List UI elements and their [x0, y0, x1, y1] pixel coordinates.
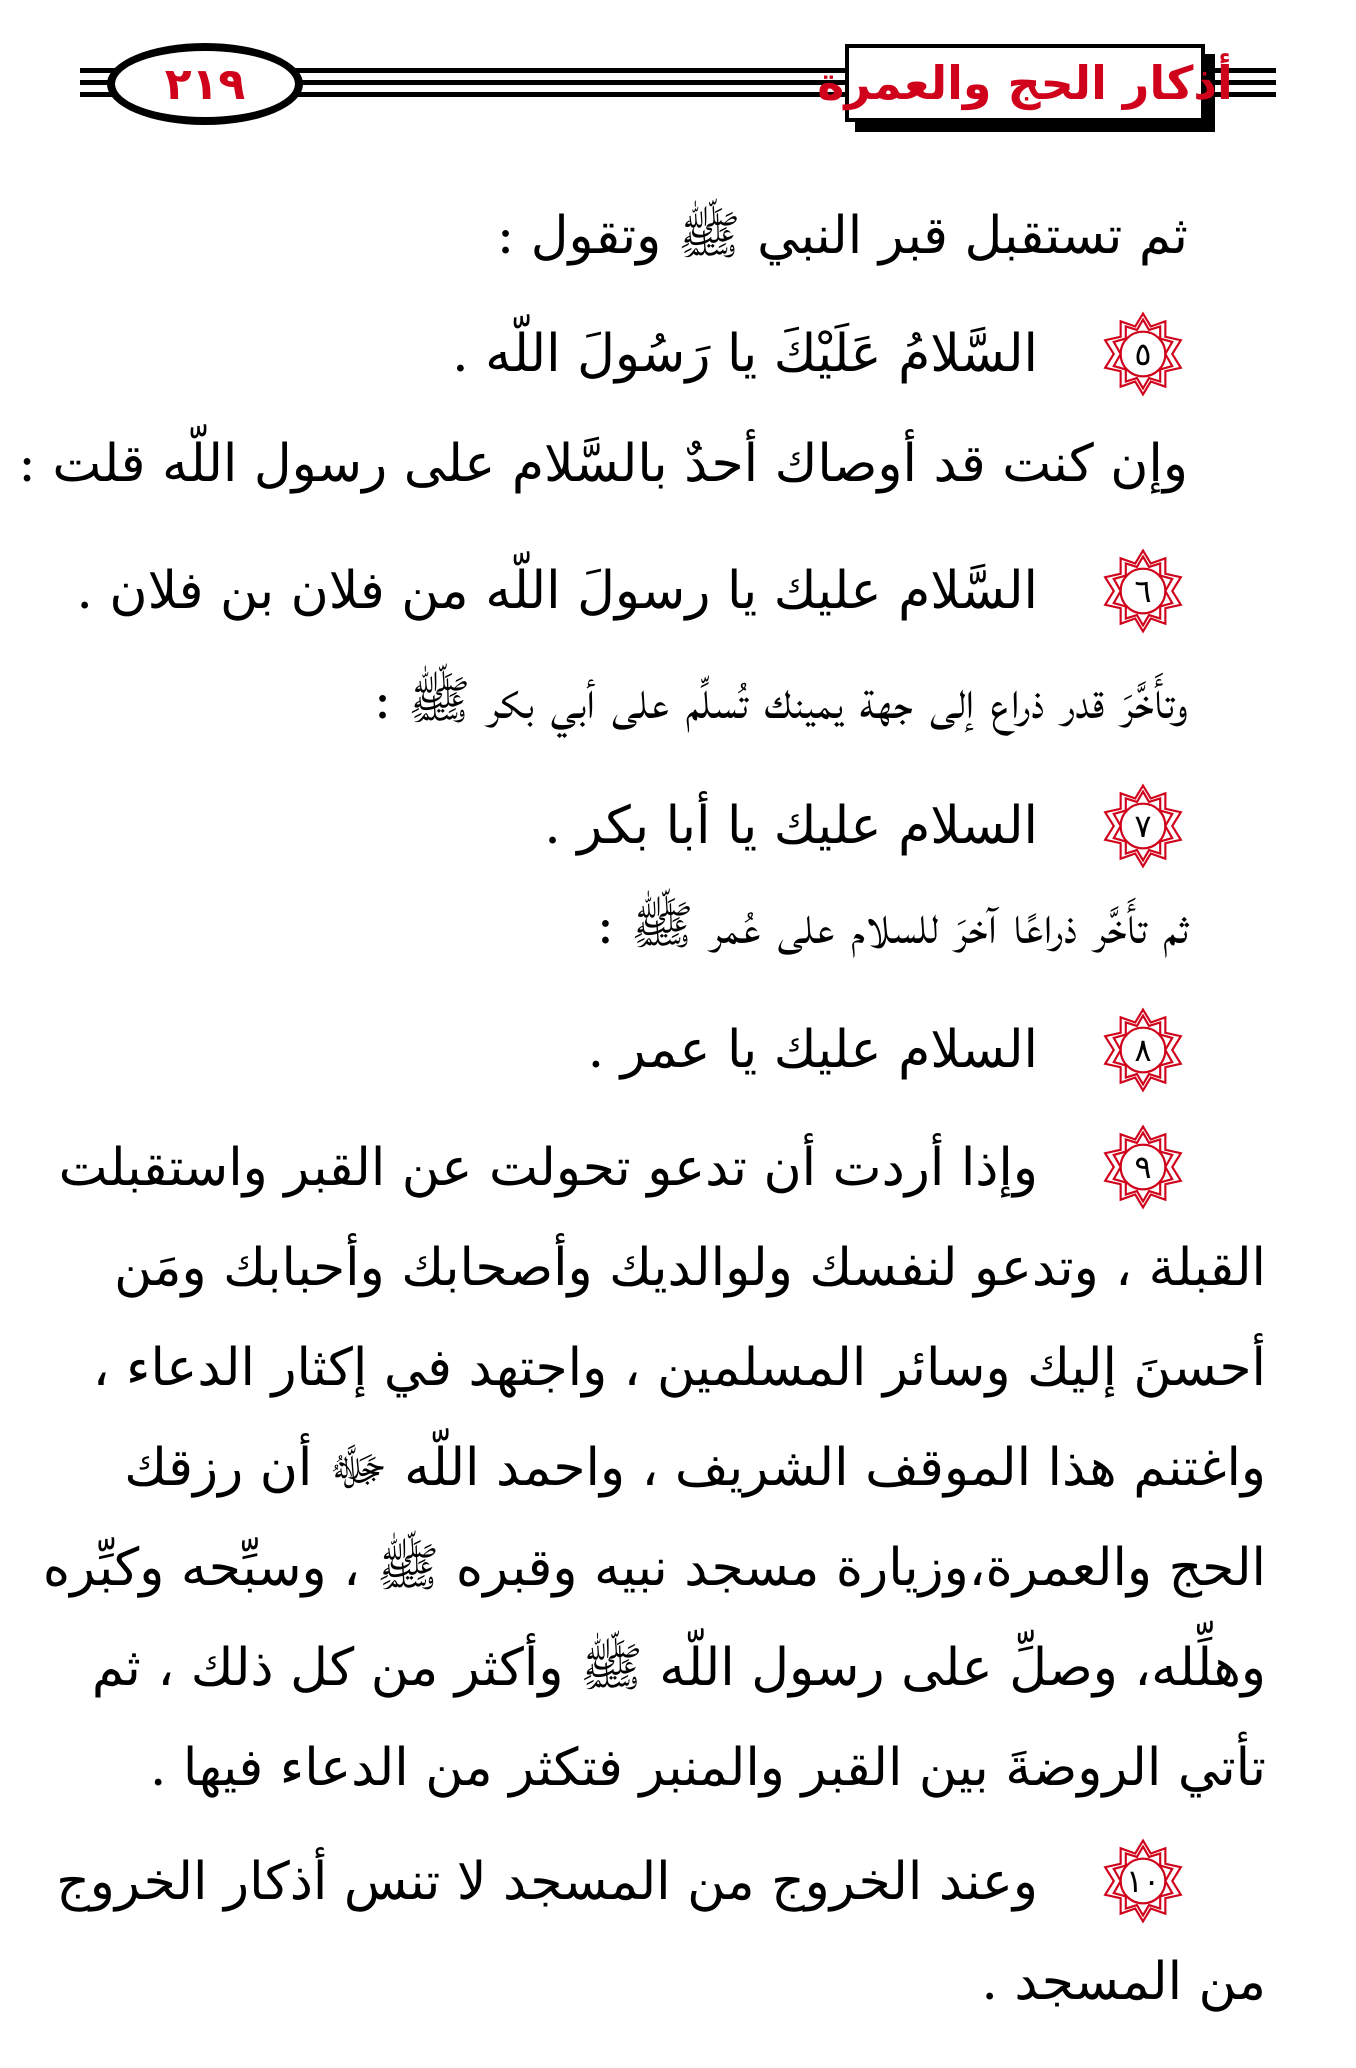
text-line: ثم تستقبل قبر النبي ﷺ وتقول : — [496, 206, 1188, 266]
paragraph-line: وإذا أردت أن تدعو تحولت عن القبر واستقبلت — [58, 1138, 1038, 1198]
paragraph-line: من المسجد . — [981, 1952, 1266, 2012]
text-line: السلام عليك يا أبا بكر . — [544, 796, 1038, 856]
paragraph-line: الحج والعمرة،وزيارة مسجد نبيه وقبره ﷺ ، وسبِّحه وكبِّره — [42, 1538, 1266, 1598]
page-number-oval — [107, 43, 303, 125]
badge-number: ٦ — [1134, 572, 1152, 610]
badge-number: ٧ — [1134, 807, 1152, 845]
paragraph-line: وهلِّله، وصلِّ على رسول اللّه ﷺ وأكثر من كل ذلك ، ثم — [91, 1638, 1266, 1698]
badge-number: ٨ — [1134, 1031, 1152, 1069]
paragraph-line: أحسنَ إليك وسائر المسلمين ، واجتهد في إكثار الدعاء ، — [92, 1338, 1266, 1398]
badge-number: ٥ — [1134, 335, 1152, 373]
text-line: السلام عليك يا عمر . — [587, 1020, 1038, 1080]
rosette-badge-10 — [1100, 1838, 1186, 1924]
text-line: السَّلام عليك يا رسولَ اللّه من فلان بن فلان . — [76, 561, 1038, 621]
badge-number: ٩ — [1134, 1148, 1152, 1186]
rosette-badge-6 — [1100, 548, 1186, 634]
book-title: أذكار الحج والعمرة — [817, 56, 1233, 110]
page-number: ٢١٩ — [164, 58, 246, 110]
text-line: وإن كنت قد أوصاك أحدٌ بالسَّلام على رسول اللّه قلت : — [18, 434, 1188, 494]
rosette-badge-8 — [1100, 1007, 1186, 1093]
paragraph-line: القبلة ، وتدعو لنفسك ولوالديك وأصحابك وأحبابك ومَن — [114, 1238, 1266, 1298]
text-line: ثم تأَخَّر ذراعًا آخرَ للسلام على عُمر ﷺ : — [596, 896, 1188, 956]
rosette-badge-7 — [1100, 783, 1186, 869]
rosette-badge-9 — [1100, 1124, 1186, 1210]
badge-number: ١٠ — [1125, 1862, 1161, 1900]
rosette-badge-5 — [1100, 311, 1186, 397]
paragraph-line: واغتنم هذا الموقف الشريف ، واحمد اللّه ﷻ أن رزقك — [124, 1438, 1266, 1498]
text-line: السَّلامُ عَلَيْكَ يا رَسُولَ اللّه . — [452, 324, 1038, 384]
title-box — [817, 44, 1233, 122]
paragraph-line: تأتي الروضةَ بين القبر والمنبر فتكثر من الدعاء فيها . — [149, 1738, 1266, 1798]
text-line: وتأَخَّرَ قدر ذراع إلى جهة يمينك تُسلِّم على أبي بكر ﷺ : — [373, 671, 1188, 731]
paragraph-line: وعند الخروج من المسجد لا تنس أذكار الخروج — [56, 1852, 1038, 1912]
